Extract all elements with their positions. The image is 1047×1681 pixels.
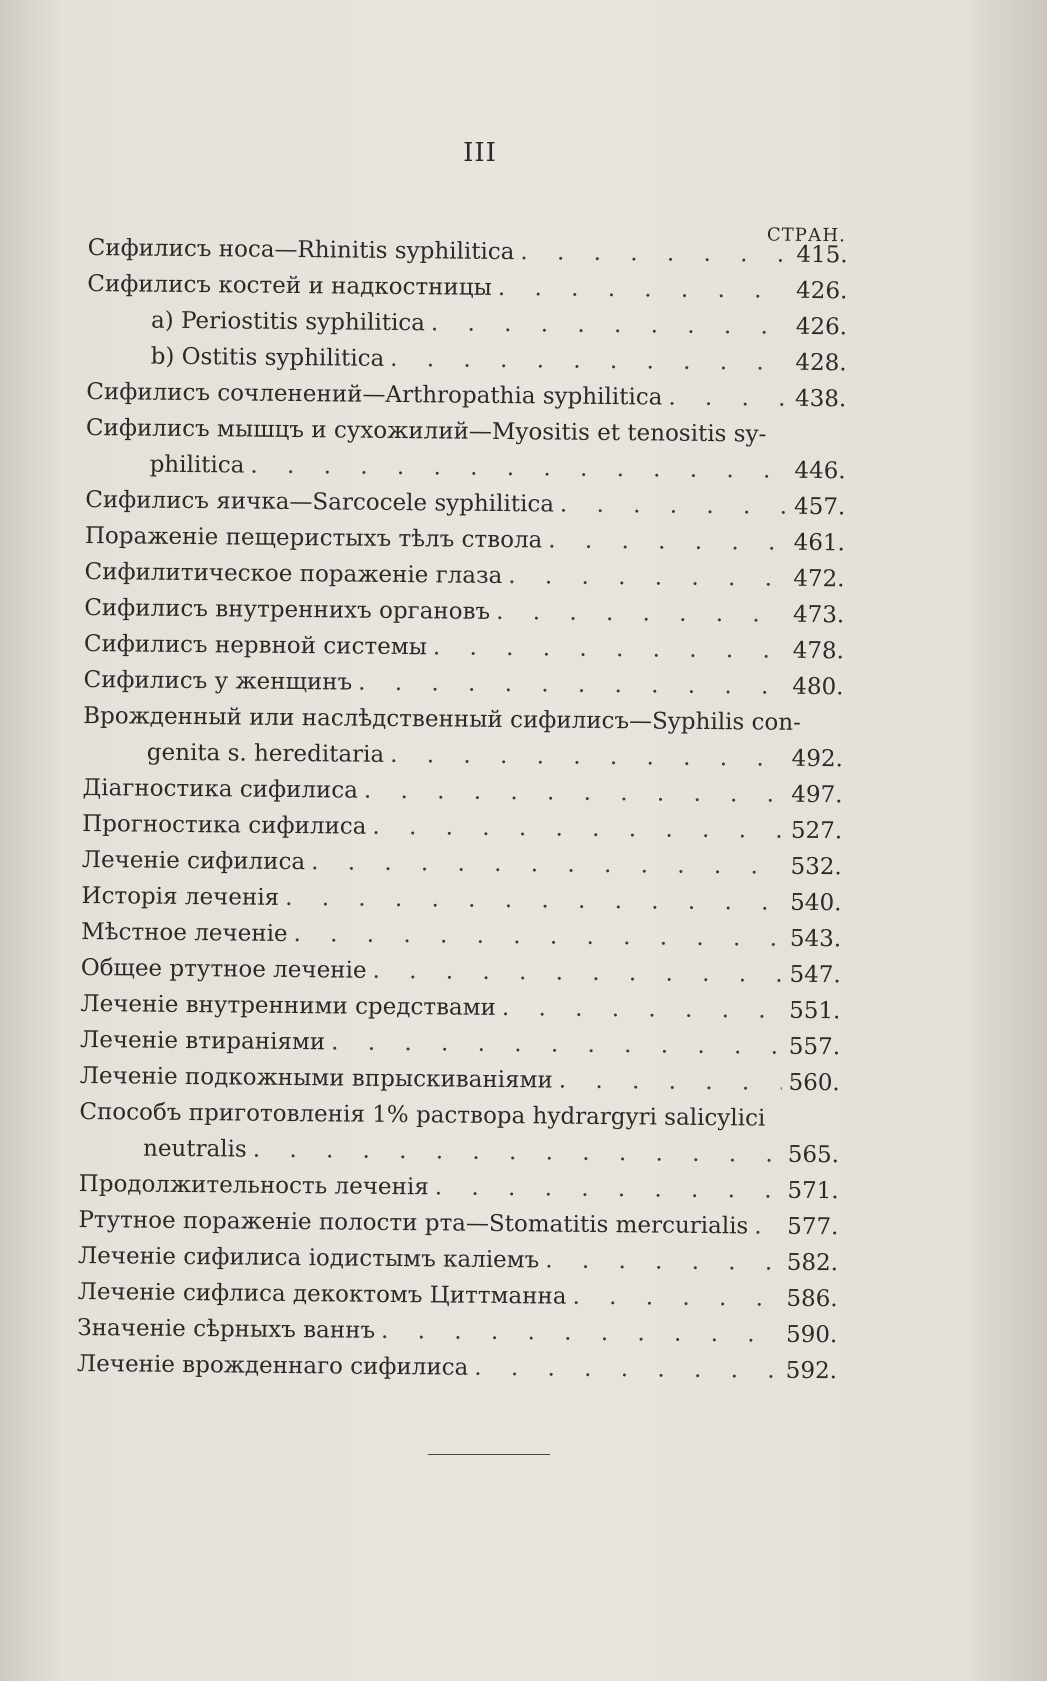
dot-leader (364, 773, 785, 813)
entry-page-number: 415. (796, 241, 848, 269)
entry-page-number: 586. (786, 1285, 838, 1313)
entry-page-number: 592. (785, 1357, 838, 1385)
entry-page-number: 473. (792, 601, 845, 629)
dot-leader (250, 448, 788, 489)
dot-leader (545, 1242, 780, 1280)
entry-page-number: 551. (789, 997, 841, 1025)
entry-title: Ртутное пораженіе полости рта—Stomatitis mercurialis (78, 1206, 749, 1240)
entry-title: Леченіе внутренними средствами (80, 990, 497, 1021)
entry-title: Значеніе сѣрныхъ ваннъ (77, 1314, 376, 1344)
entry-page-number: 472. (793, 565, 845, 593)
dot-leader (496, 594, 786, 633)
dot-leader (520, 234, 790, 273)
entry-title: Сифилисъ мышцъ и сухожилий—Myositis et tenositis sy- (85, 414, 767, 448)
toc-entry (83, 698, 844, 777)
dot-leader (754, 1208, 780, 1244)
dot-leader (372, 809, 784, 849)
entry-page-number: 492. (791, 745, 843, 773)
entry-page-number: 478. (792, 637, 845, 665)
dot-leader (358, 665, 786, 705)
toc-entries (77, 230, 848, 1389)
entry-page-number: 446. (794, 457, 846, 485)
entry-page-number: 461. (793, 529, 846, 557)
page-column-header: СТРАН. (766, 224, 846, 247)
entry-title: Способъ приготовленія 1% раствора hydrargyri salicylici (79, 1098, 766, 1132)
entry-title: neutralis (142, 1135, 247, 1163)
dot-leader (372, 953, 783, 993)
page-number: III (463, 138, 497, 168)
toc-entry (77, 1346, 837, 1389)
entry-title: Сифилисъ внутреннихъ органовъ (84, 594, 491, 625)
dot-leader (474, 1350, 779, 1389)
entry-title: Сифилисъ нервной системы (83, 630, 428, 661)
entry-page-number: 571. (787, 1177, 839, 1205)
entry-title: Продолжительность леченія (78, 1170, 429, 1201)
entry-title: Исторія леченія (81, 882, 280, 911)
entry-title: Леченіе подкожными впрыскиваніями (79, 1062, 553, 1094)
entry-page-number: 532. (790, 853, 842, 881)
entry-page-number: 497. (791, 781, 843, 809)
entry-title: Леченіе сифлиса декоктомъ Циттманна (77, 1278, 567, 1310)
entry-page-number: 480. (792, 673, 844, 701)
entry-page-number: 557. (788, 1033, 841, 1061)
entry-title: Леченіе врожденнаго сифилиса (76, 1350, 469, 1381)
dot-leader (560, 487, 788, 525)
entry-title: Сифилисъ яичка—Sarcocele syphilitica (85, 486, 555, 518)
entry-page-number: 527. (790, 817, 843, 845)
entry-page-number: 590. (785, 1321, 838, 1349)
toc-entry (79, 1094, 840, 1173)
entry-title: Сифилисъ носа—Rhinitis syphilitica (87, 234, 515, 266)
entry-title: a) Periostitis syphilitica (150, 307, 426, 337)
entry-title: Общее ртутное леченіе (80, 954, 367, 984)
entry-title: Врожденный или наслѣдственный сифилисъ—Syphilis con- (83, 702, 802, 736)
dot-leader (293, 916, 783, 957)
dot-leader (390, 737, 785, 777)
entry-title: Діагностика сифилиса (82, 774, 359, 804)
closing-rule (428, 1454, 550, 1455)
dot-leader (311, 844, 784, 885)
entry-title: Леченіе втираніями (79, 1026, 326, 1056)
toc-entry (85, 410, 846, 489)
dot-leader (331, 1024, 782, 1064)
entry-page-number: 560. (788, 1069, 840, 1097)
entry-page-number: 438. (794, 385, 847, 413)
entry-page-number: 540. (790, 889, 842, 917)
entry-page-number: 577. (787, 1213, 839, 1241)
dot-leader (502, 990, 783, 1029)
entry-title: Сифилитическое пораженіе глаза (84, 558, 503, 589)
entry-title: Мѣстное леченіе (81, 918, 288, 947)
entry-page-number: 457. (793, 493, 846, 521)
entry-title: Леченіе сифилиса (81, 846, 306, 876)
entry-page-number: 428. (795, 349, 847, 377)
dot-leader (548, 522, 787, 560)
dot-leader (390, 341, 789, 381)
dot-leader (435, 1169, 781, 1208)
entry-title: Леченіе сифилиса іодистымъ каліемъ (77, 1242, 540, 1274)
toc-line (77, 1346, 837, 1389)
table-of-contents (77, 218, 848, 1389)
entry-title: Пораженіе пещеристыхъ тѣлъ ствола (84, 522, 543, 554)
entry-title: Сифилисъ у женщинъ (83, 666, 353, 696)
dot-leader (431, 305, 789, 344)
entry-page-number: 582. (786, 1249, 839, 1277)
entry-title: Сифилисъ сочленений—Arthropathia syphilitica (86, 378, 663, 411)
entry-page-number: 426. (795, 313, 848, 341)
entry-title: Прогностика сифилиса (82, 810, 367, 840)
dot-leader (253, 1132, 782, 1173)
entry-page-number: 547. (789, 961, 841, 989)
entry-page-number: 543. (789, 925, 842, 953)
dot-leader (559, 1063, 782, 1101)
dot-leader (668, 380, 788, 417)
entry-title: Сифилисъ костей и надкостницы (87, 270, 493, 301)
entry-title: philitica (149, 451, 245, 479)
dot-leader (572, 1279, 779, 1317)
dot-leader (508, 558, 787, 597)
entry-page-number: 426. (795, 277, 848, 305)
dot-leader (285, 880, 784, 921)
entry-title: genita s. hereditaria (146, 739, 385, 768)
dot-leader (498, 270, 790, 309)
entry-title: b) Ostitis syphilitica (150, 343, 385, 372)
dot-leader (433, 629, 786, 668)
dot-leader (381, 1313, 780, 1353)
entry-page-number: 565. (787, 1141, 840, 1169)
